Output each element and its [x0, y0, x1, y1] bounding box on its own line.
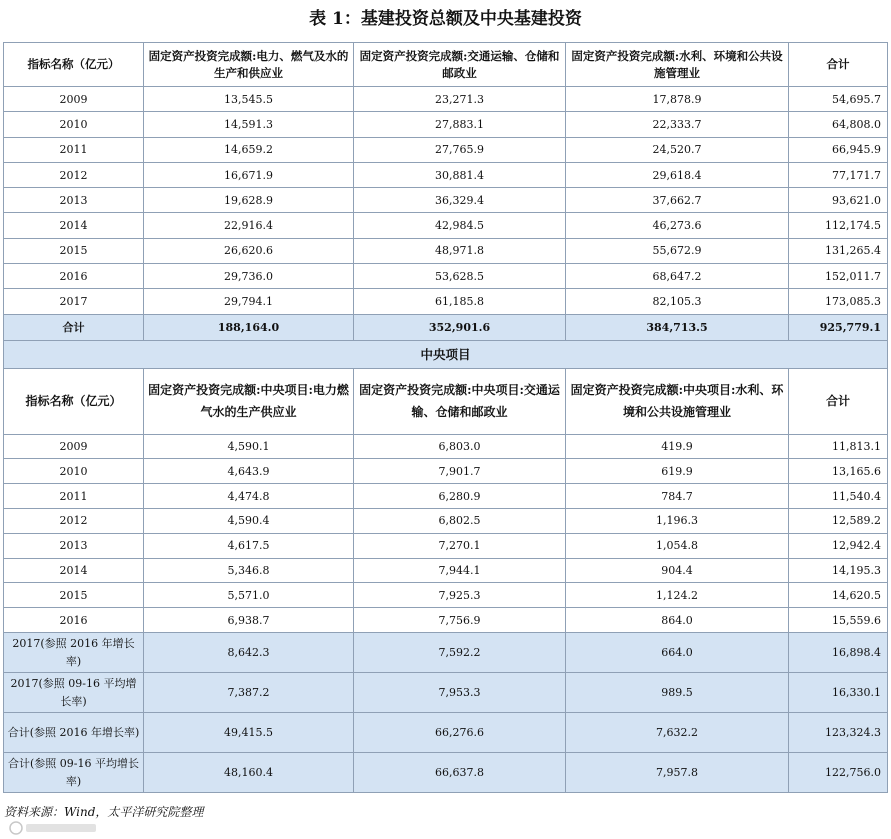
table-cell: 7,756.9	[354, 608, 566, 633]
table-cell: 925,779.1	[789, 314, 888, 340]
header-row	[4, 368, 888, 434]
table-cell: 784.7	[566, 484, 789, 509]
table-cell: 12,942.4	[789, 533, 888, 558]
table-cell: 122,756.0	[789, 753, 888, 793]
table-cell: 7,944.1	[354, 558, 566, 583]
table-cell: 131,265.4	[789, 238, 888, 263]
row-label: 2015	[4, 583, 144, 608]
column-header: 指标名称（亿元）	[4, 368, 144, 434]
column-header: 固定资产投资完成额:电力、燃气及水的生产和供应业	[144, 43, 354, 87]
table-cell: 123,324.3	[789, 713, 888, 753]
table-cell: 188,164.0	[144, 314, 354, 340]
table-cell: 1,196.3	[566, 509, 789, 534]
header-row	[4, 43, 888, 87]
table-cell: 29,794.1	[144, 289, 354, 314]
table-cell: 12,589.2	[789, 509, 888, 534]
table-cell: 29,618.4	[566, 162, 789, 187]
row-label: 2009	[4, 87, 144, 112]
column-header: 固定资产投资完成额:水利、环境和公共设施管理业	[566, 43, 789, 87]
table-cell: 7,592.2	[354, 633, 566, 673]
row-label: 2010	[4, 459, 144, 484]
column-header: 固定资产投资完成额:中央项目:交通运输、仓储和邮政业	[354, 368, 566, 434]
table-cell: 37,662.7	[566, 188, 789, 213]
table-cell: 864.0	[566, 608, 789, 633]
column-header: 合计	[789, 43, 888, 87]
row-label: 2013	[4, 188, 144, 213]
table-cell: 19,628.9	[144, 188, 354, 213]
table-cell: 22,333.7	[566, 112, 789, 137]
table-cell: 42,984.5	[354, 213, 566, 238]
table-cell: 61,185.8	[354, 289, 566, 314]
table-cell: 66,945.9	[789, 137, 888, 162]
table-cell: 46,273.6	[566, 213, 789, 238]
table-cell: 1,124.2	[566, 583, 789, 608]
table-cell: 13,545.5	[144, 87, 354, 112]
investment-table	[3, 42, 888, 793]
table-cell: 7,901.7	[354, 459, 566, 484]
table-row	[4, 608, 888, 633]
row-label: 2012	[4, 509, 144, 534]
watermark-logo	[8, 820, 103, 836]
table-cell: 13,165.6	[789, 459, 888, 484]
table-cell: 6,802.5	[354, 509, 566, 534]
table-cell: 152,011.7	[789, 264, 888, 289]
table-cell: 384,713.5	[566, 314, 789, 340]
table-cell: 4,643.9	[144, 459, 354, 484]
source-note: 资料来源：Wind，太平洋研究院整理	[4, 805, 204, 819]
row-label: 2017(参照 2016 年增长率)	[4, 633, 144, 673]
table-row	[4, 264, 888, 289]
table-cell: 5,571.0	[144, 583, 354, 608]
table-row	[4, 753, 888, 793]
table-cell: 15,559.6	[789, 608, 888, 633]
table-cell: 989.5	[566, 673, 789, 713]
table-cell: 352,901.6	[354, 314, 566, 340]
row-label: 2011	[4, 137, 144, 162]
table-row	[4, 459, 888, 484]
row-label: 合计(参照 09-16 平均增长率)	[4, 753, 144, 793]
table-cell: 11,813.1	[789, 434, 888, 459]
table-cell: 26,620.6	[144, 238, 354, 263]
table-row	[4, 137, 888, 162]
row-label: 2014	[4, 213, 144, 238]
table-cell: 6,280.9	[354, 484, 566, 509]
row-label: 2013	[4, 533, 144, 558]
table-cell: 112,174.5	[789, 213, 888, 238]
table-cell: 11,540.4	[789, 484, 888, 509]
table-cell: 82,105.3	[566, 289, 789, 314]
column-header: 合计	[789, 368, 888, 434]
table-cell: 7,953.3	[354, 673, 566, 713]
row-label: 2012	[4, 162, 144, 187]
table-cell: 23,271.3	[354, 87, 566, 112]
table-cell: 48,160.4	[144, 753, 354, 793]
table-cell: 27,883.1	[354, 112, 566, 137]
table-cell: 27,765.9	[354, 137, 566, 162]
table-row	[4, 314, 888, 340]
table-cell: 5,346.8	[144, 558, 354, 583]
table-title: 表 1：基建投资总额及中央基建投资	[309, 9, 582, 29]
row-label: 2009	[4, 434, 144, 459]
table-cell: 904.4	[566, 558, 789, 583]
table-cell: 619.9	[566, 459, 789, 484]
table-cell: 14,659.2	[144, 137, 354, 162]
table-cell: 30,881.4	[354, 162, 566, 187]
table-row	[4, 213, 888, 238]
table-cell: 49,415.5	[144, 713, 354, 753]
table-cell: 8,642.3	[144, 633, 354, 673]
table-cell: 7,925.3	[354, 583, 566, 608]
column-header: 固定资产投资完成额:交通运输、仓储和邮政业	[354, 43, 566, 87]
row-label: 2010	[4, 112, 144, 137]
table-row	[4, 533, 888, 558]
table-cell: 7,632.2	[566, 713, 789, 753]
table-cell: 4,590.4	[144, 509, 354, 534]
section-title: 中央项目	[4, 340, 888, 368]
table-cell: 24,520.7	[566, 137, 789, 162]
table-row	[4, 162, 888, 187]
row-label: 合计	[4, 314, 144, 340]
table-cell: 6,803.0	[354, 434, 566, 459]
table-cell: 22,916.4	[144, 213, 354, 238]
table-row	[4, 484, 888, 509]
table-row	[4, 289, 888, 314]
table-row	[4, 434, 888, 459]
table-cell: 55,672.9	[566, 238, 789, 263]
table-cell: 1,054.8	[566, 533, 789, 558]
table-cell: 14,195.3	[789, 558, 888, 583]
table-cell: 173,085.3	[789, 289, 888, 314]
table-cell: 16,671.9	[144, 162, 354, 187]
column-header: 固定资产投资完成额:中央项目:水利、环境和公共设施管理业	[566, 368, 789, 434]
row-label: 2016	[4, 608, 144, 633]
table-row	[4, 633, 888, 673]
row-label: 2014	[4, 558, 144, 583]
table-row	[4, 673, 888, 713]
table-cell: 4,617.5	[144, 533, 354, 558]
column-header: 固定资产投资完成额:中央项目:电力燃气水的生产供应业	[144, 368, 354, 434]
table-cell: 77,171.7	[789, 162, 888, 187]
row-label: 2015	[4, 238, 144, 263]
table-cell: 7,270.1	[354, 533, 566, 558]
table-cell: 93,621.0	[789, 188, 888, 213]
table-cell: 4,474.8	[144, 484, 354, 509]
row-label: 合计(参照 2016 年增长率)	[4, 713, 144, 753]
table-cell: 14,591.3	[144, 112, 354, 137]
row-label: 2017	[4, 289, 144, 314]
row-label: 2011	[4, 484, 144, 509]
table-cell: 68,647.2	[566, 264, 789, 289]
table-cell: 53,628.5	[354, 264, 566, 289]
table-cell: 29,736.0	[144, 264, 354, 289]
table-cell: 54,695.7	[789, 87, 888, 112]
table-cell: 419.9	[566, 434, 789, 459]
table-row	[4, 558, 888, 583]
table-cell: 36,329.4	[354, 188, 566, 213]
table-cell: 16,330.1	[789, 673, 888, 713]
table-cell: 664.0	[566, 633, 789, 673]
table-cell: 4,590.1	[144, 434, 354, 459]
table-row	[4, 87, 888, 112]
table-row	[4, 112, 888, 137]
table-row	[4, 238, 888, 263]
table-cell: 64,808.0	[789, 112, 888, 137]
table-cell: 66,637.8	[354, 753, 566, 793]
column-header: 指标名称（亿元）	[4, 43, 144, 87]
table-row	[4, 188, 888, 213]
row-label: 2017(参照 09-16 平均增长率)	[4, 673, 144, 713]
table-row	[4, 509, 888, 534]
table-cell: 16,898.4	[789, 633, 888, 673]
table-cell: 7,957.8	[566, 753, 789, 793]
row-label: 2016	[4, 264, 144, 289]
table-cell: 6,938.7	[144, 608, 354, 633]
table-cell: 17,878.9	[566, 87, 789, 112]
table-cell: 66,276.6	[354, 713, 566, 753]
table-cell: 14,620.5	[789, 583, 888, 608]
table-row	[4, 583, 888, 608]
table-cell: 7,387.2	[144, 673, 354, 713]
table-cell: 48,971.8	[354, 238, 566, 263]
table-row	[4, 713, 888, 753]
